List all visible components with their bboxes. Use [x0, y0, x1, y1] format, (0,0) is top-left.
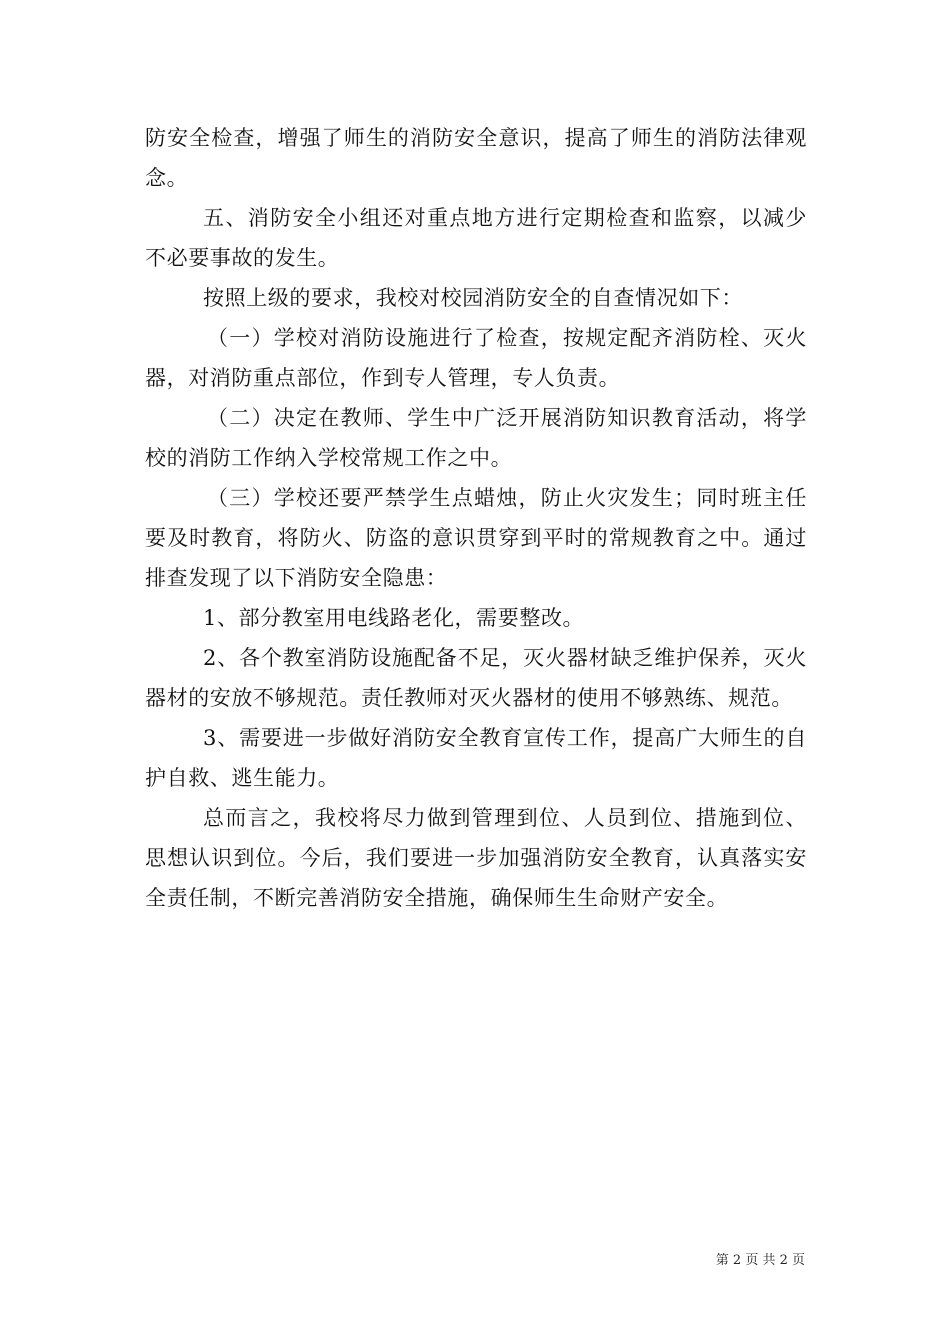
paragraph-self-check-intro: 按照上级的要求，我校对校园消防安全的自查情况如下： — [203, 286, 743, 310]
paragraph-conclusion: 总而言之，我校将尽力做到管理到位、人员到位、措施到位、思想认识到位。今后，我们要进一步加强消防安全教育，认真落实安全责任制，不断完善消防安全措施，确保师生生命财产安全。 — [145, 806, 807, 910]
paragraph-continuation: 防安全检查，增强了师生的消防安全意识，提高了师生的消防法律观念。 — [145, 126, 807, 190]
paragraph-item-five: 五、消防安全小组还对重点地方进行定期检查和监察，以减少不必要事故的发生。 — [145, 206, 807, 270]
document-body — [145, 118, 807, 918]
paragraph-check-two: （二）决定在教师、学生中广泛开展消防知识教育活动，将学校的消防工作纳入学校常规工作之中。 — [145, 406, 807, 470]
page-number-label: 第 2 页 共 2 页 — [715, 1253, 805, 1268]
paragraph-hazard-one: 1、部分教室用电线路老化，需要整改。 — [203, 606, 585, 630]
page-number-footer — [716, 1249, 805, 1268]
paragraph-hazard-three: 3、需要进一步做好消防安全教育宣传工作，提高广大师生的自护自救、逃生能力。 — [145, 726, 807, 790]
paragraph-check-one: （一）学校对消防设施进行了检查，按规定配齐消防栓、灭火器，对消防重点部位，作到专人管理，专人负责。 — [145, 326, 807, 390]
paragraph-check-three: （三）学校还要严禁学生点蜡烛，防止火灾发生；同时班主任要及时教育，将防火、防盗的意识贯穿到平时的常规教育之中。通过排查发现了以下消防安全隐患： — [145, 486, 807, 590]
paragraph-hazard-two: 2、各个教室消防设施配备不足，灭火器材缺乏维护保养，灭火器材的安放不够规范。责任教师对灭火器材的使用不够熟练、规范。 — [145, 646, 807, 710]
